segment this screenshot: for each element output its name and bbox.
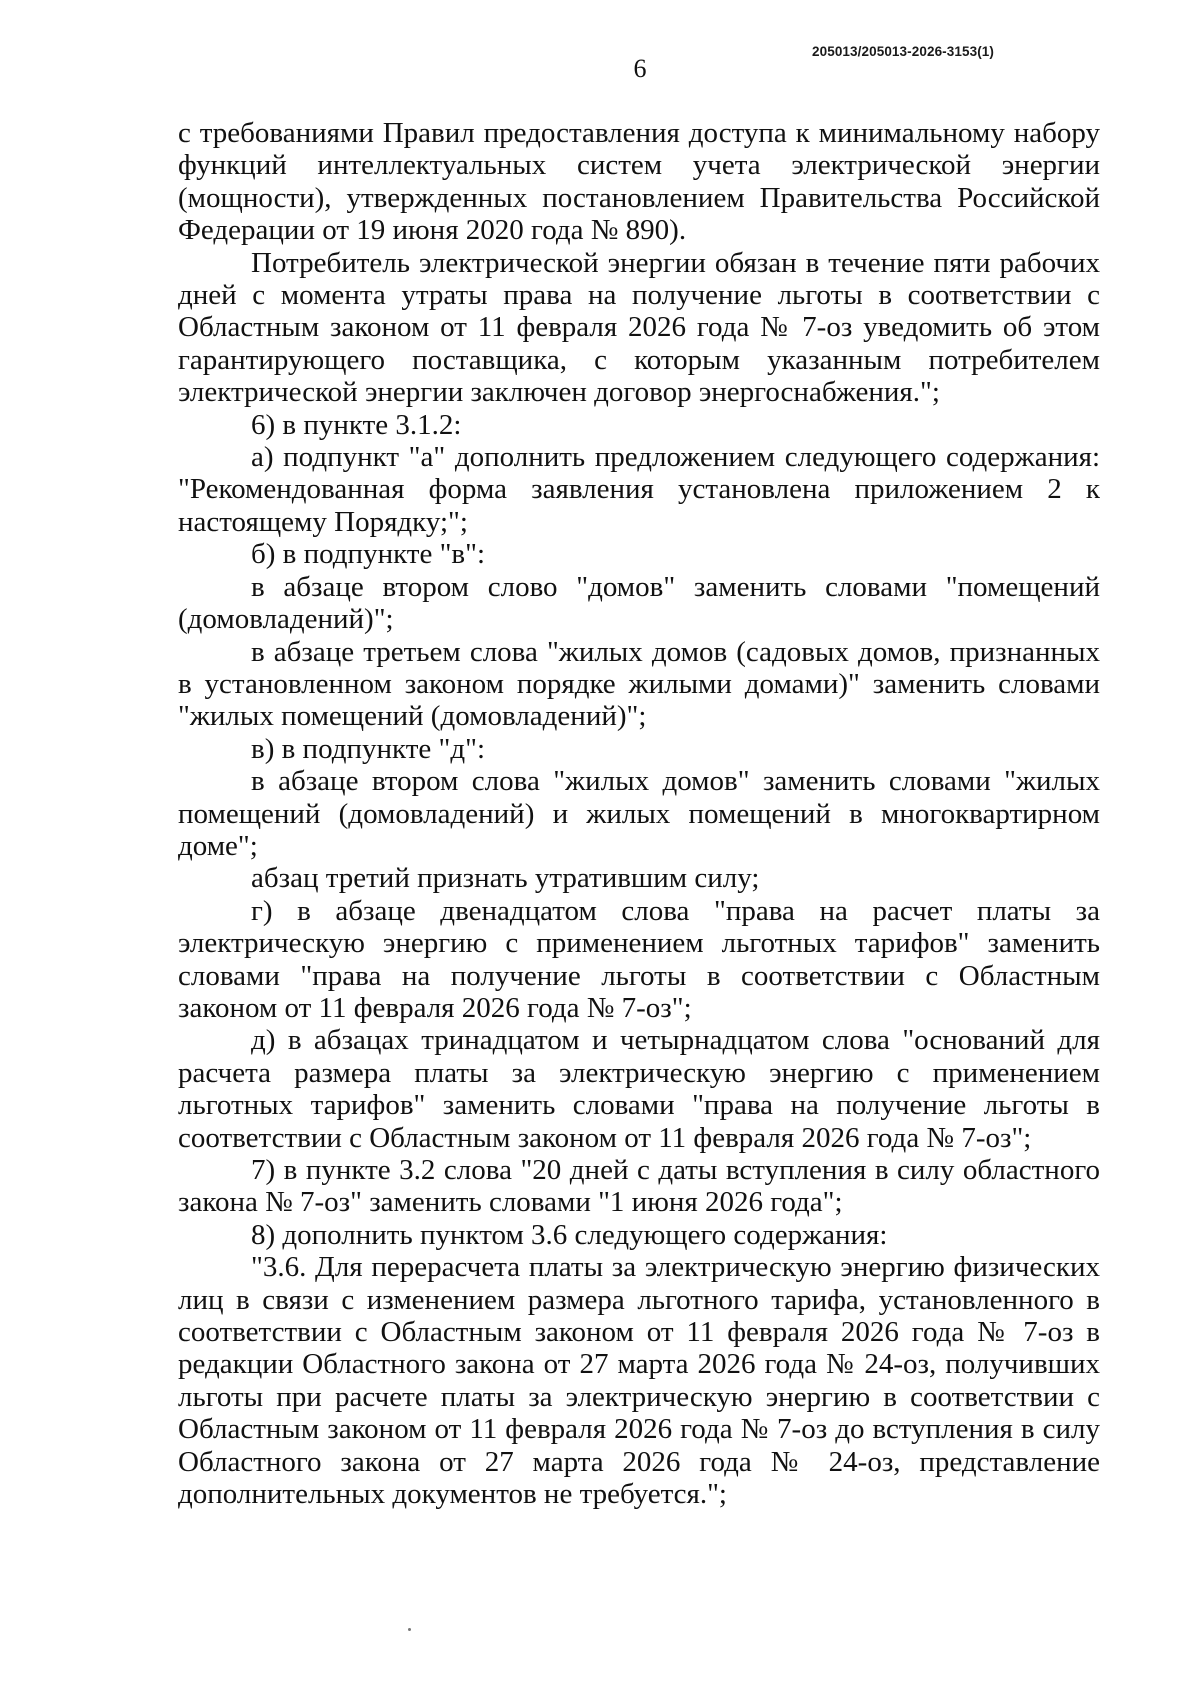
scan-speck <box>408 1628 411 1631</box>
document-body <box>178 117 1100 1510</box>
paragraph-subitem-b: б) в подпункте "в": <box>251 538 486 571</box>
page-number: 6 <box>633 54 647 83</box>
paragraph-clause-3-6: "3.6. Для перерасчета платы за электрическую энергию физических лиц в связи с изменением размера льготного тарифа, установленного в соответствии с Областным законом от 11 февраля 2026 года № 7-оз в редакции Областного закона от 27 марта 2026 года № 24-оз, получивших льготы при расчете платы за электрическую энергию в соответствии с Областным законом от 11 февраля 2026 года № 7-оз до вступления в силу Областного закона от 27 марта 2026 года № 24-оз, представление дополнительных документов не требуется."; <box>178 1251 1100 1511</box>
paragraph-continuation: с требованиями Правил предоставления доступа к минимальному набору функций интеллектуальных систем учета электрической энергии (мощности), утвержденных постановлением Правительства Российской Федерации от 19 июня 2020 года № 890). <box>178 117 1100 247</box>
paragraph-item-8: 8) дополнить пунктом 3.6 следующего содержания: <box>251 1218 888 1251</box>
paragraph-item-6: 6) в пункте 3.1.2: <box>251 408 462 441</box>
document-id: 205013/205013-2026-3153(1) <box>812 44 995 59</box>
paragraph-item-7: 7) в пункте 3.2 слова "20 дней с даты вступления в силу областного закона № 7-оз" заменить словами "1 июня 2026 года"; <box>178 1154 1100 1219</box>
paragraph-subitem-g: г) в абзаце двенадцатом слова "права на расчет платы за электрическую энергию с применением льготных тарифов" заменить словами "права на получение льготы в соответствии с Областным законом от 11 февраля 2026 года № 7-оз"; <box>178 894 1100 1024</box>
paragraph-subitem-a: а) подпункт "а" дополнить предложением следующего содержания: "Рекомендованная форма заявления установлена приложением 2 к настоящему Порядку;"; <box>178 441 1100 538</box>
paragraph-v-third-abzac: абзац третий признать утратившим силу; <box>251 862 760 895</box>
paragraph-v-second-abzac: в абзаце втором слова "жилых домов" заменить словами "жилых помещений (домовладений) и жилых помещений в многоквартирном доме"; <box>178 765 1100 862</box>
paragraph-subitem-d: д) в абзацах тринадцатом и четырнадцатом слова "оснований для расчета размера платы за электрическую энергию с применением льготных тарифов" заменить словами "права на получение льготы в соответствии с Областным законом от 11 февраля 2026 года № 7-оз"; <box>178 1024 1100 1154</box>
paragraph-b-third-abzac: в абзаце третьем слова "жилых домов (садовых домов, признанных в установленном законом порядке жилыми домами)" заменить словами "жилых помещений (домовладений)"; <box>178 635 1100 733</box>
paragraph-b-second-abzac: в абзаце втором слово "домов" заменить словами "помещений (домовладений)"; <box>178 570 1100 636</box>
paragraph-subitem-v: в) в подпункте "д": <box>251 732 486 765</box>
paragraph-consumer-obligation: Потребитель электрической энергии обязан в течение пяти рабочих дней с момента утраты права на получение льготы в соответствии с Областным законом от 11 февраля 2026 года № 7-оз уведомить об этом гарантирующего поставщика, с которым указанным потребителем электрической энергии заключен договор энергоснабжения."; <box>178 246 1100 409</box>
